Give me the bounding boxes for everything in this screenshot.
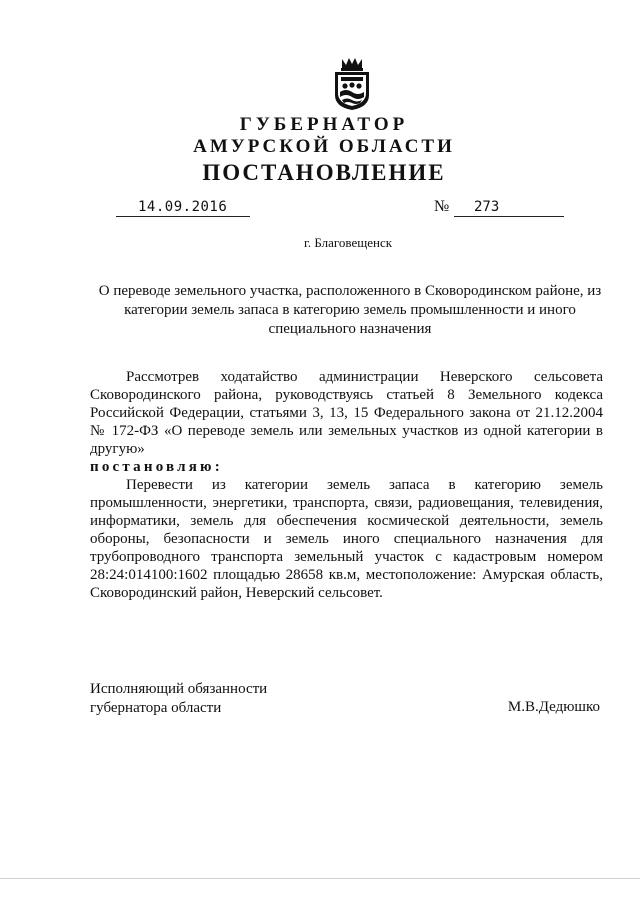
issuer-title: ГУБЕРНАТОР — [239, 114, 409, 135]
scan-edge-divider — [0, 878, 640, 879]
text-line: информатики, земель для обеспечения космической деятельности, земель — [90, 513, 603, 529]
decree-paragraph — [90, 476, 603, 602]
text-line: Сковородинского района, руководствуясь статьей 8 Земельного кодекса — [90, 387, 603, 403]
signatory-position-line: Исполняющий обязанности — [90, 681, 268, 697]
issuer-region: АМУРСКОЙ ОБЛАСТИ — [193, 136, 455, 157]
subject-line: О переводе земельного участка, расположенного в Сковородинском районе, из — [98, 283, 602, 299]
document-subject — [86, 282, 614, 339]
amur-oblast-coat-of-arms-icon — [329, 55, 375, 111]
text-line: № 172-ФЗ «О переводе земель или земельных участков из одной категории в — [90, 423, 603, 439]
text-line: 28:24:014100:1602 площадью 28658 кв.м, местоположение: Амурская область, — [90, 567, 603, 583]
subject-line: категории земель запаса в категорию земель промышленности и иного — [124, 302, 576, 318]
document-date: 14.09.2016 — [116, 198, 250, 217]
preamble-paragraph — [90, 368, 603, 458]
issue-city: г. Благовещенск — [303, 235, 393, 250]
text-line: промышленности, энергетики, транспорта, связи, радиовещания, телевидения, — [90, 495, 603, 511]
text-line: другую» — [90, 441, 145, 457]
signatory-position — [90, 680, 267, 718]
text-line: Перевести из категории земель запаса в категорию земель — [126, 477, 603, 493]
text-line: Сковородинский район, Неверский сельсовет. — [90, 585, 383, 601]
number-sign: № — [434, 198, 450, 215]
document-type: ПОСТАНОВЛЕНИЕ — [202, 160, 446, 185]
text-line: Российской Федерации, статьями 3, 13, 15 Федерального закона от 21.12.2004 — [90, 405, 603, 421]
text-line: Рассмотрев ходатайство администрации Неверского сельсовета — [126, 369, 603, 385]
text-line: обороны, безопасности и земель иного специального назначения для — [90, 531, 603, 547]
subject-line: специального назначения — [268, 321, 432, 337]
signatory-name: М.В.Дедюшко — [507, 699, 600, 715]
document-number: 273 — [454, 198, 564, 217]
decree-word: постановляю: — [90, 459, 223, 475]
signatory-position-line: губернатора области — [90, 700, 222, 716]
text-line: трубопроводного транспорта земельный участок с кадастровым номером — [90, 549, 603, 565]
